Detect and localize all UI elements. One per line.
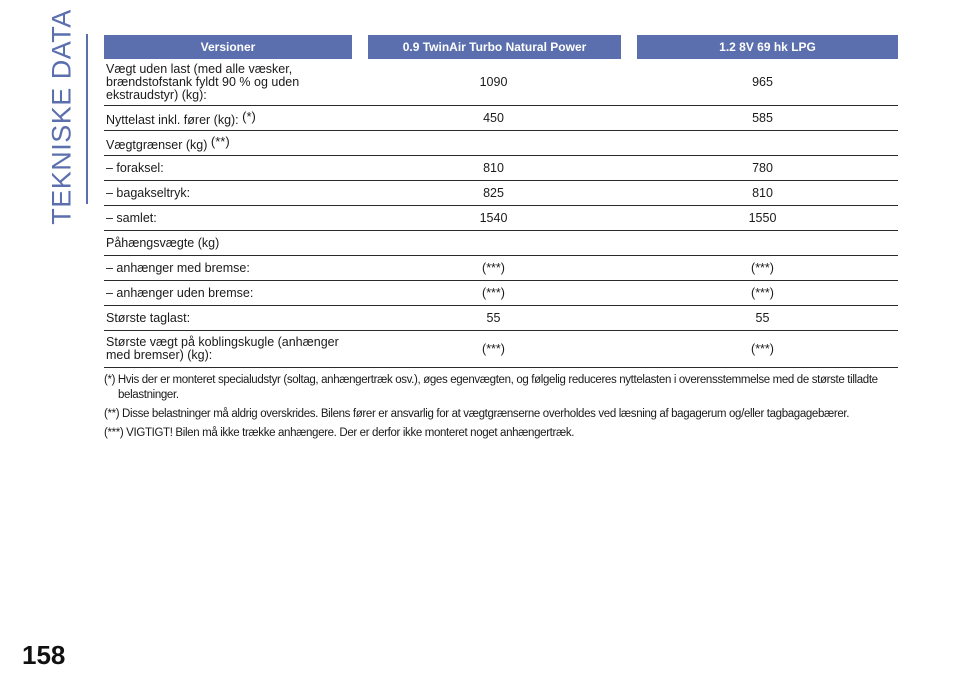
header-twinair: 0.9 TwinAir Turbo Natural Power xyxy=(360,35,629,59)
value-lpg: 810 xyxy=(629,181,898,206)
value-twinair xyxy=(360,231,629,256)
value-twinair: 450 xyxy=(360,106,629,131)
table-row xyxy=(104,306,898,331)
table-row xyxy=(104,281,898,306)
value-twinair: (***) xyxy=(360,281,629,306)
page-number: 158 xyxy=(22,640,66,670)
value-twinair: (***) xyxy=(360,331,629,368)
row-label: – anhænger uden bremse: xyxy=(104,281,360,306)
row-label: Påhængsvægte (kg) xyxy=(104,231,360,256)
value-lpg: 780 xyxy=(629,156,898,181)
table-header-row xyxy=(104,35,898,59)
footnote: (*) Hvis der er monteret specialudstyr (soltag, anhængertræk osv.), øges egenvægten, og følgelig reduceres nyttelasten i overensstemmelse med de største tilladte belastninger. xyxy=(104,374,878,401)
value-lpg: 585 xyxy=(629,106,898,131)
value-twinair: (***) xyxy=(360,256,629,281)
value-lpg xyxy=(629,131,898,156)
footnotes xyxy=(104,373,898,445)
table-row xyxy=(104,256,898,281)
value-lpg xyxy=(629,231,898,256)
row-label: – anhænger med bremse: xyxy=(104,256,360,281)
section-title-rule xyxy=(86,34,88,204)
footnote: (***) VIGTIGT! Bilen må ikke trække anhængere. Der er derfor ikke monteret noget anhængertræk. xyxy=(104,427,575,439)
row-label: – bagakseltryk: xyxy=(104,181,360,206)
weights-table xyxy=(104,35,898,368)
table-row xyxy=(104,231,898,256)
value-twinair: 55 xyxy=(360,306,629,331)
value-twinair: 825 xyxy=(360,181,629,206)
row-label-text: Vægtgrænser (kg) xyxy=(106,137,208,152)
value-twinair xyxy=(360,131,629,156)
row-label: – samlet: xyxy=(104,206,360,231)
footnote: (**) Disse belastninger må aldrig overskrides. Bilens fører er ansvarlig for at vægtgrænserne overholdes ved læsning af bagagerum og/eller tagbagagebærer. xyxy=(104,408,850,420)
value-twinair: 810 xyxy=(360,156,629,181)
row-label xyxy=(104,59,360,106)
value-lpg: 965 xyxy=(629,59,898,106)
value-lpg: 1550 xyxy=(629,206,898,231)
table-row xyxy=(104,181,898,206)
row-label: Største taglast: xyxy=(104,306,360,331)
table-row xyxy=(104,331,898,368)
row-label xyxy=(104,331,360,368)
header-versions: Versioner xyxy=(104,35,360,59)
row-label xyxy=(104,131,360,156)
table-row xyxy=(104,131,898,156)
section-title-text: TEKNISKE DATA xyxy=(46,9,77,225)
table-row xyxy=(104,156,898,181)
row-label: – foraksel: xyxy=(104,156,360,181)
row-label xyxy=(104,106,360,131)
value-twinair: 1090 xyxy=(360,59,629,106)
value-lpg: (***) xyxy=(629,281,898,306)
row-label-text: Vægt uden last (med alle væsker, brændstofstank fyldt 90 % og uden ekstraudstyr) (kg): xyxy=(106,61,300,102)
value-lpg: (***) xyxy=(629,331,898,368)
value-twinair: 1540 xyxy=(360,206,629,231)
section-title xyxy=(38,9,86,225)
row-label-text: Nyttelast inkl. fører (kg): xyxy=(106,112,239,127)
value-lpg: (***) xyxy=(629,256,898,281)
table-row xyxy=(104,59,898,106)
footnote-marker: (*) xyxy=(242,108,256,124)
value-lpg: 55 xyxy=(629,306,898,331)
header-lpg: 1.2 8V 69 hk LPG xyxy=(629,35,898,59)
row-label-text: Største vægt på koblingskugle (anhænger med bremser) (kg): xyxy=(106,335,339,362)
table-row xyxy=(104,206,898,231)
table-row xyxy=(104,106,898,131)
footnote-marker: (**) xyxy=(210,133,230,149)
